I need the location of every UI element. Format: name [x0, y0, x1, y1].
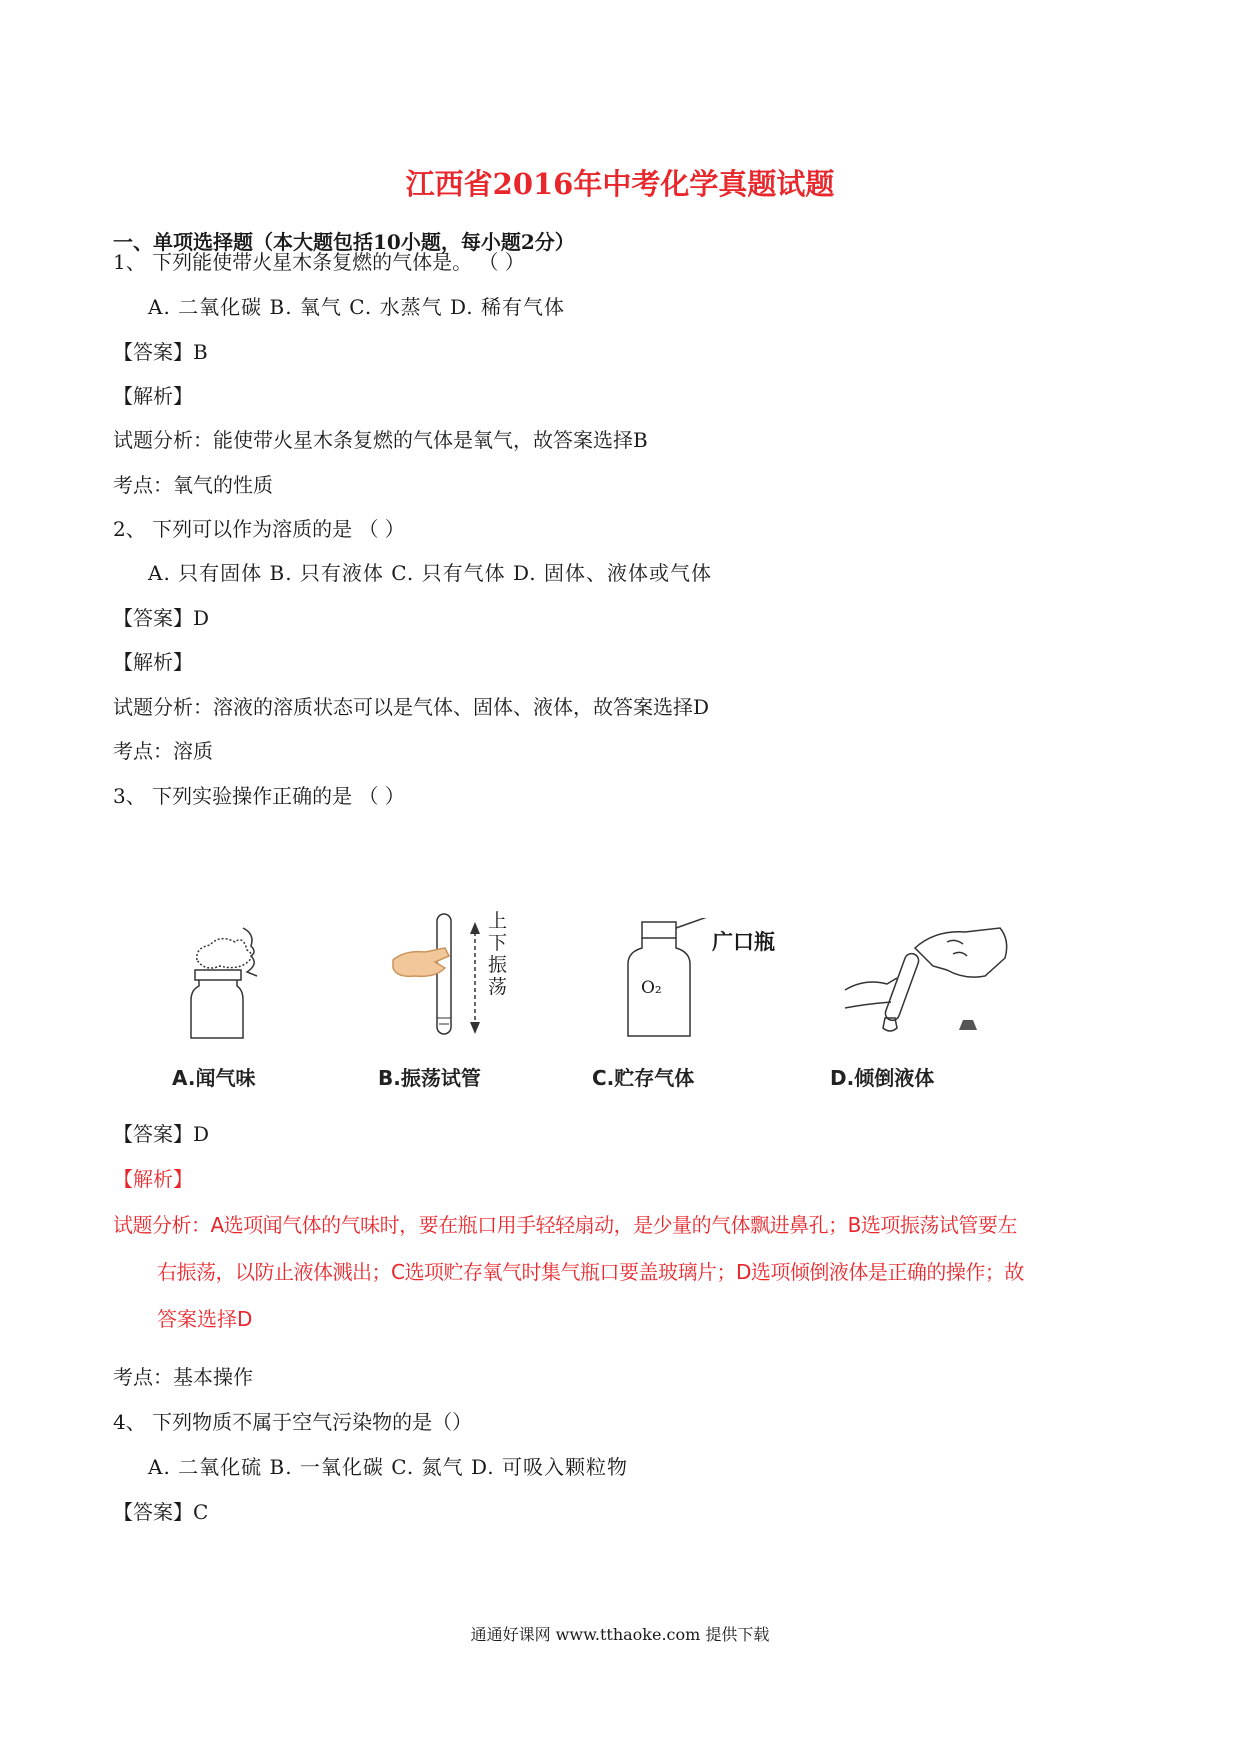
- q2-stem: 2、 下列可以作为溶质的是 （ ）: [113, 517, 405, 541]
- figure-b-caption: B.振荡试管: [378, 1066, 481, 1090]
- q3-kaodian: 考点：基本操作: [113, 1365, 253, 1389]
- page-footer: 通通好课网 www.tthaoke.com 提供下载: [470, 1625, 770, 1644]
- q3-stem: 3、 下列实验操作正确的是 （ ）: [113, 784, 405, 808]
- q4-stem: 4、 下列物质不属于空气污染物的是（）: [113, 1410, 473, 1434]
- figure-c-caption: C.贮存气体: [592, 1066, 695, 1090]
- q2-analysis-label: 【解析】: [113, 650, 193, 674]
- page-title: 江西省2016年中考化学真题试题: [405, 167, 835, 201]
- figure-a-caption: A.闻气味: [172, 1066, 256, 1090]
- figure-gas-bottle: [622, 918, 712, 1040]
- figure-d-caption: D.倾倒液体: [830, 1066, 935, 1090]
- q1-analysis-label: 【解析】: [113, 384, 193, 408]
- q2-kaodian: 考点：溶质: [113, 739, 213, 763]
- q4-options: A. 二氧化硫 B. 一氧化碳 C. 氮气 D. 可吸入颗粒物: [148, 1455, 628, 1479]
- q1-options: A. 二氧化碳 B. 氧气 C. 水蒸气 D. 稀有气体: [148, 295, 565, 319]
- q3-analysis-label: 【解析】: [113, 1167, 193, 1191]
- q3-analysis-line-1: 试题分析：A选项闻气体的气味时，要在瓶口用手轻轻扇动，是少量的气体飘进鼻孔；B选项振荡试管要左: [113, 1213, 1017, 1237]
- q3-analysis-line-3: 答案选择D: [157, 1307, 253, 1331]
- q2-analysis: 试题分析：溶液的溶质状态可以是气体、固体、液体，故答案选择D: [113, 695, 710, 719]
- q1-answer: 【答案】B: [113, 340, 208, 364]
- q1-analysis: 试题分析：能使带火星木条复燃的气体是氧气，故答案选择B: [113, 428, 648, 452]
- q3-analysis-line-2: 右振荡，以防止液体溅出；C选项贮存氧气时集气瓶口要盖玻璃片；D选项倾倒液体是正确的操作；故: [157, 1260, 1024, 1284]
- figure-b-side-label: 上下振荡: [488, 910, 508, 998]
- figure-smell-gas: [185, 920, 275, 1040]
- q1-stem: 1、 下列能使带火星木条复燃的气体是。 （ ）: [113, 250, 525, 274]
- q2-answer: 【答案】D: [113, 606, 210, 630]
- q2-options: A. 只有固体 B. 只有液体 C. 只有气体 D. 固体、液体或气体: [148, 561, 712, 585]
- figure-c-bottle-label: O₂: [641, 978, 662, 998]
- section-heading: 一、单项选择题（本大题包括10小题，每小题2分）: [113, 230, 575, 254]
- figure-pour-liquid: [835, 918, 1015, 1040]
- q3-answer: 【答案】D: [113, 1122, 210, 1146]
- q1-kaodian: 考点：氧气的性质: [113, 473, 273, 497]
- figure-c-callout: 广口瓶: [712, 929, 775, 954]
- q4-answer: 【答案】C: [113, 1500, 209, 1524]
